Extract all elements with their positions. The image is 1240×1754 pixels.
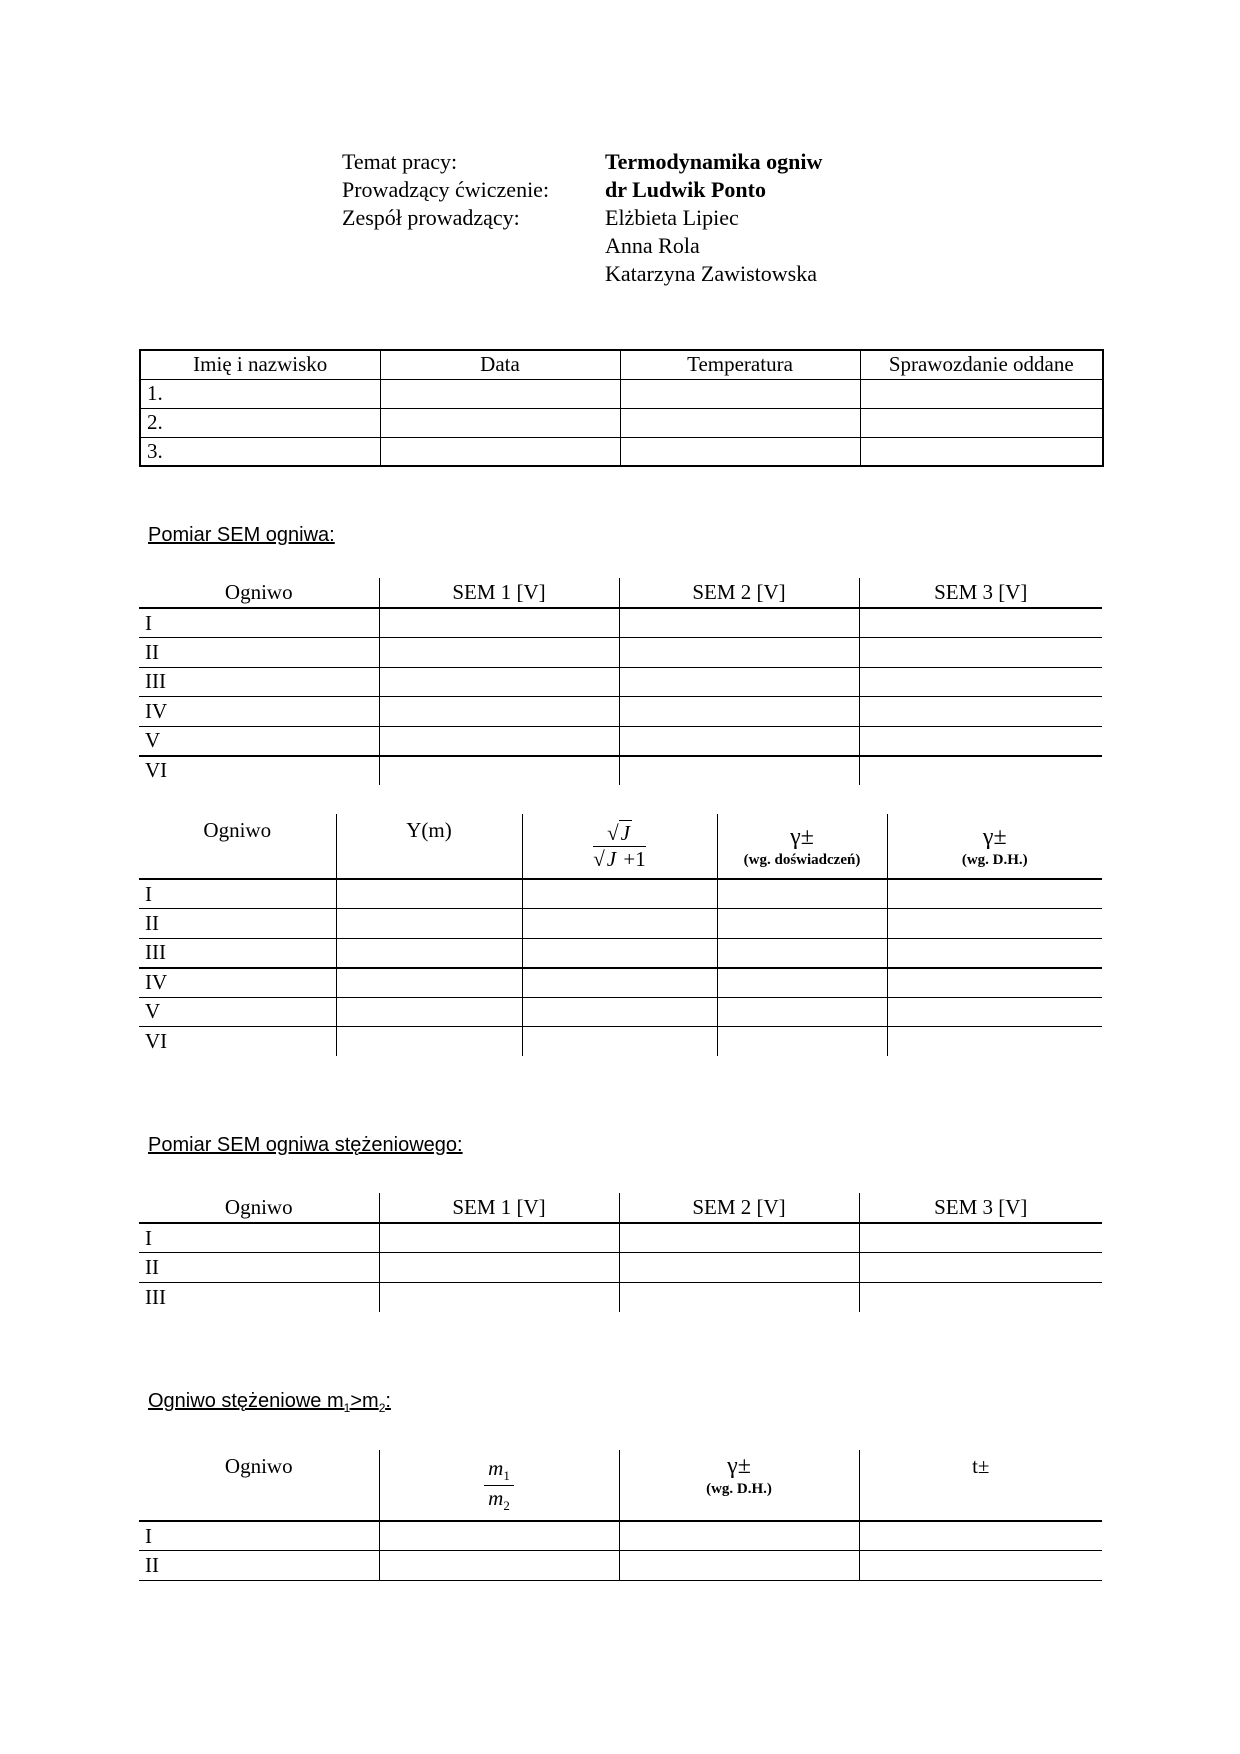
gamma-symbol: γ± (727, 1453, 751, 1479)
table-cell[interactable] (860, 437, 1103, 466)
header-labels (342, 148, 549, 232)
title-sub: 2 (378, 1401, 386, 1415)
table-cell[interactable] (379, 608, 619, 638)
table-cell[interactable] (619, 697, 859, 727)
table-cell[interactable] (379, 667, 619, 697)
header-values (605, 148, 822, 288)
table-cell[interactable] (336, 879, 522, 909)
table-cell[interactable] (717, 938, 887, 968)
row-label: VI (145, 758, 168, 783)
formula-denominator-tail: +1 (623, 846, 646, 871)
column-header: SEM 2 [V] (619, 578, 859, 608)
table-cell[interactable] (522, 997, 717, 1027)
table-cell[interactable] (717, 997, 887, 1027)
table-cell[interactable] (522, 879, 717, 909)
column-header: Y(m) (336, 814, 522, 879)
table-cell[interactable] (859, 1551, 1102, 1581)
table-cell[interactable] (379, 1253, 619, 1283)
ratio-denominator: m (488, 1485, 504, 1510)
leader-value: dr Ludwik Ponto (605, 177, 766, 202)
column-header: SEM 2 [V] (619, 1193, 859, 1223)
row-label: I (139, 879, 336, 909)
column-header: SEM 1 [V] (379, 1193, 619, 1223)
ratio-denominator-sub: 2 (503, 1497, 510, 1513)
column-header: Ogniwo (139, 814, 336, 879)
table-cell[interactable] (619, 1521, 859, 1551)
row-label: III (145, 1284, 166, 1309)
sem-table (139, 578, 1102, 785)
table-cell[interactable] (859, 638, 1102, 668)
column-header: Data (380, 350, 620, 379)
table-cell[interactable] (522, 1027, 717, 1057)
table-cell[interactable] (379, 638, 619, 668)
table-cell[interactable] (336, 909, 522, 939)
table-cell[interactable] (336, 968, 522, 998)
leader-label: Prowadzący ćwiczenie: (342, 177, 550, 202)
table-cell[interactable] (336, 938, 522, 968)
team-member: Anna Rola (605, 233, 700, 258)
gamma-dh-header (619, 1450, 859, 1521)
table-cell[interactable] (379, 1223, 619, 1253)
section-title (148, 1390, 391, 1415)
table-cell[interactable] (717, 968, 887, 998)
formula-header (522, 814, 717, 879)
table-cell[interactable] (619, 1253, 859, 1283)
column-header: SEM 3 [V] (859, 1193, 1102, 1223)
column-header: Temperatura (620, 350, 860, 379)
gamma-dh-header (887, 814, 1102, 879)
column-header: Sprawozdanie oddane (860, 350, 1103, 379)
title-mid: >m (350, 1390, 379, 1412)
table-cell[interactable] (380, 379, 620, 408)
column-header: SEM 1 [V] (379, 578, 619, 608)
table-cell[interactable] (380, 408, 620, 437)
topic-value: Termodynamika ogniw (605, 149, 823, 174)
table-cell[interactable] (619, 667, 859, 697)
team-member: Katarzyna Zawistowska (605, 261, 817, 286)
row-label: V (139, 726, 379, 756)
table-cell[interactable] (620, 408, 860, 437)
table-cell[interactable] (717, 909, 887, 939)
students-table (139, 349, 1104, 467)
table-cell[interactable] (859, 1521, 1102, 1551)
table-cell[interactable] (379, 1521, 619, 1551)
section-title: Pomiar SEM ogniwa: (148, 524, 335, 546)
title-sub: 1 (343, 1401, 351, 1415)
formula-numerator: J (620, 820, 630, 845)
activity-table (139, 814, 1102, 1056)
row-label: V (139, 997, 336, 1027)
formula-denominator: J (606, 846, 617, 871)
table-cell[interactable] (619, 638, 859, 668)
gamma-note: (wg. D.H.) (706, 1481, 772, 1497)
table-cell[interactable] (336, 1027, 522, 1057)
table-cell[interactable] (887, 1027, 1102, 1057)
gamma-note: (wg. D.H.) (961, 851, 1028, 868)
ratio-header (379, 1450, 619, 1521)
table-cell[interactable] (379, 756, 619, 786)
column-header: Ogniwo (139, 1193, 379, 1223)
table-cell[interactable] (859, 667, 1102, 697)
table-cell[interactable] (859, 697, 1102, 727)
column-header: Ogniwo (139, 578, 379, 608)
ratio-numerator: m (488, 1456, 504, 1481)
table-cell[interactable] (619, 608, 859, 638)
team-label: Zespół prowadzący: (342, 205, 520, 230)
table-cell[interactable] (887, 909, 1102, 939)
column-header: SEM 3 [V] (859, 578, 1102, 608)
table-cell[interactable] (619, 1223, 859, 1253)
table-cell[interactable] (717, 1027, 887, 1057)
table-cell[interactable] (619, 1282, 859, 1312)
table-cell[interactable] (619, 756, 859, 786)
gamma-exp-header (717, 814, 887, 879)
table-cell[interactable] (887, 968, 1102, 998)
table-cell[interactable] (859, 1253, 1102, 1283)
table-cell[interactable] (859, 756, 1102, 786)
gamma-note: (wg. doświadczeń) (743, 851, 861, 868)
row-label: IV (139, 697, 379, 727)
table-cell[interactable] (859, 608, 1102, 638)
t-header: t± (859, 1450, 1102, 1521)
table-cell[interactable] (859, 1282, 1102, 1312)
title-main: Ogniwo stężeniowe m (148, 1390, 344, 1412)
title-end: : (385, 1390, 391, 1412)
sqrt-fraction: $\frac{√J}{√J +1}$ (593, 820, 646, 871)
section-title: Pomiar SEM ogniwa stężeniowego: (148, 1134, 463, 1156)
row-label: I (139, 1223, 379, 1253)
table-cell[interactable] (619, 726, 859, 756)
topic-label: Temat pracy: (342, 149, 458, 174)
row-label: II (139, 1253, 379, 1283)
row-label: II (139, 638, 379, 668)
column-header: Ogniwo (139, 1450, 379, 1521)
gamma-symbol: γ± (790, 823, 814, 850)
table-cell[interactable] (859, 726, 1102, 756)
ratio-numerator-sub: 1 (503, 1468, 510, 1484)
row-label: 1. (140, 379, 380, 408)
row-label: IV (139, 968, 336, 998)
row-label: III (139, 938, 336, 968)
table-cell[interactable] (620, 437, 860, 466)
row-label: II (139, 909, 336, 939)
table-cell[interactable] (860, 408, 1103, 437)
row-label: 2. (140, 408, 380, 437)
row-label: II (139, 1551, 379, 1581)
table-cell[interactable] (859, 1223, 1102, 1253)
row-label: VI (145, 1029, 168, 1053)
row-label: III (139, 667, 379, 697)
row-label: I (139, 608, 379, 638)
table-cell[interactable] (887, 938, 1102, 968)
row-label: I (139, 1521, 379, 1551)
table-cell[interactable] (522, 909, 717, 939)
ratio-fraction (484, 1458, 514, 1511)
table-cell[interactable] (522, 938, 717, 968)
table-cell[interactable] (379, 1551, 619, 1581)
table-cell[interactable] (336, 997, 522, 1027)
table-cell[interactable] (717, 879, 887, 909)
concentration-sem-table (139, 1193, 1102, 1312)
table-cell[interactable] (860, 379, 1103, 408)
table-cell[interactable] (379, 697, 619, 727)
table-cell[interactable] (887, 879, 1102, 909)
concentration-cell-table (139, 1450, 1102, 1581)
table-cell[interactable] (522, 968, 717, 998)
team-member: Elżbieta Lipiec (605, 205, 739, 230)
table-cell[interactable] (379, 1282, 619, 1312)
table-cell[interactable] (620, 379, 860, 408)
table-cell[interactable] (380, 437, 620, 466)
row-label: 3. (140, 437, 380, 466)
table-cell[interactable] (379, 726, 619, 756)
table-cell[interactable] (619, 1551, 859, 1581)
gamma-symbol: γ± (982, 823, 1007, 850)
table-cell[interactable] (887, 997, 1102, 1027)
column-header: Imię i nazwisko (140, 350, 380, 379)
